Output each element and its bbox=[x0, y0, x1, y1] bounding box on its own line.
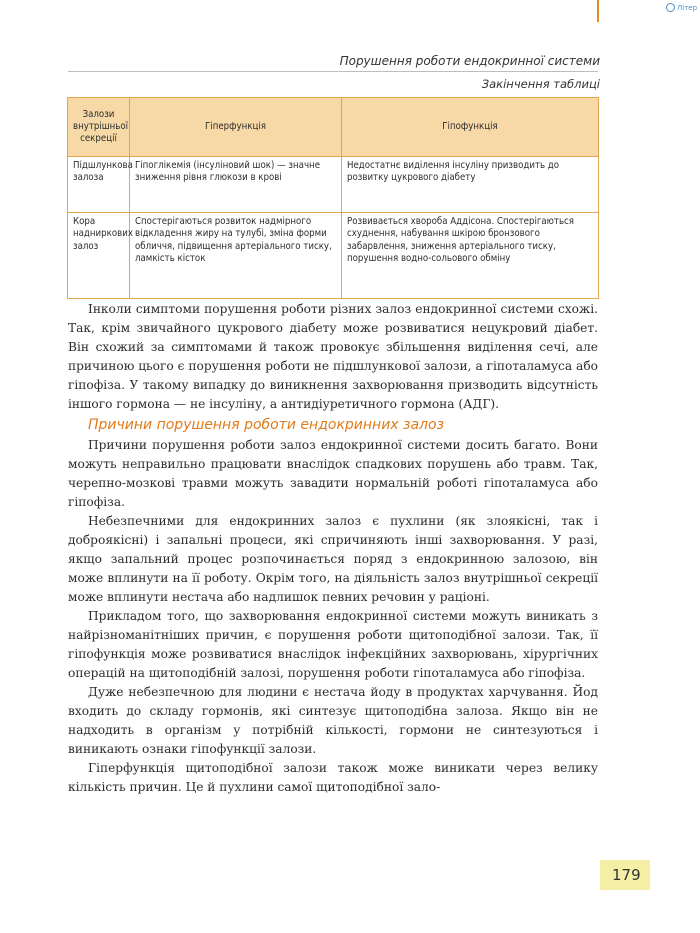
header-rule bbox=[68, 71, 598, 72]
table-header-cell: Гіпофункція bbox=[342, 98, 599, 157]
margin-edge-line bbox=[597, 0, 599, 22]
paragraph: Прикладом того, що захворювання ендокринної системи можуть виникать з найрізноманітніших причин, є порушення роботи щитоподібної залози. Так, її гіпофункція може розвиватися внаслідок інфекційних захворювань, хірургічних операцій на щитоподібній залозі, порушення роботи гіпоталамуса або гіпофіза. bbox=[68, 609, 598, 680]
table-caption: Закінчення таблиці bbox=[481, 77, 600, 91]
table-row bbox=[68, 157, 599, 213]
table-header-cell: Гіперфункція bbox=[130, 98, 342, 157]
running-head: Порушення роботи ендокринної системи bbox=[339, 54, 600, 68]
paragraph: Гіперфункція щитоподібної залози також може виникати через велику кількість причин. Це й пухлини самої щитоподібної зало- bbox=[68, 761, 598, 794]
publisher-logo-icon bbox=[666, 3, 675, 12]
gland-cell: Кора надниркових залоз bbox=[68, 213, 130, 299]
hyper-cell: Гіпоглікемія (інсуліновий шок) — значне зниження рівня глюкози в крові bbox=[130, 157, 342, 213]
hypo-cell: Розвивається хвороба Аддісона. Спостерігаються схуднення, набування шкірою бронзового забарвлення, зниження артеріального тиску, порушення водно-сольового обміну bbox=[342, 213, 599, 299]
hypo-cell: Недостатнє виділення інсуліну призводить до розвитку цукрового діабету bbox=[342, 157, 599, 213]
publisher-logo-text: Літер bbox=[677, 3, 698, 12]
table-header-row bbox=[68, 98, 599, 157]
table-header-cell: Залози внутрішньої секреції bbox=[68, 98, 130, 157]
paragraph: Інколи симптоми порушення роботи різних залоз ендокринної системи схожі. Так, крім звичайного цукрового діабету може розвиватися нецукровий діабет. Він схожий за симптомами й також провокує збільшення виділення сечі, але причиною цього є порушення роботи не підшлункової залози, а гіпоталамуса або гіпофіза. У такому випадку до виникнення захворювання призводить відсутність іншого гормона — не інсуліну, а антидіуретичного гормона (АДГ). bbox=[68, 302, 598, 411]
hyper-cell: Спостерігаються розвиток надмірного відкладення жиру на тулубі, зміна форми обличчя, підвищення артеріального тиску, ламкість кісток bbox=[130, 213, 342, 299]
page-number: 179 bbox=[612, 866, 641, 884]
section-title: Причини порушення роботи ендокринних залоз bbox=[88, 417, 445, 433]
paragraph: Небезпечними для ендокринних залоз є пухлини (як злоякісні, так і доброякісні) і запальні процеси, які спричиняють інші захворювання. У разі, якщо запальний процес розпочинається поряд з ендокринною залозою, він може вплинути на її роботу. Окрім того, на діяльність залоз внутрішньої секреції може вплинути нестача або надлишок певних речовин у раціоні. bbox=[68, 514, 598, 604]
paragraph: Причини порушення роботи залоз ендокринної системи досить багато. Вони можуть неправильно працювати внаслідок спадкових порушень або травм. Так, черепно-мозкові травми можуть завадити нормальній роботі гіпоталамуса або гіпофіза. bbox=[68, 438, 598, 509]
gland-cell: Підшлункова залоза bbox=[68, 157, 130, 213]
paragraph: Дуже небезпечною для людини є нестача йоду в продуктах харчування. Йод входить до складу гормонів, які синтезує щитоподібна залоза. Якщо він не надходить в організм у потрібній кількості, гормони не синтезуються і виникають ознаки гіпофункції залози. bbox=[68, 685, 598, 756]
body-text bbox=[68, 300, 598, 797]
table-row bbox=[68, 213, 599, 299]
endocrine-table bbox=[67, 97, 599, 299]
publisher-logo bbox=[666, 3, 697, 12]
